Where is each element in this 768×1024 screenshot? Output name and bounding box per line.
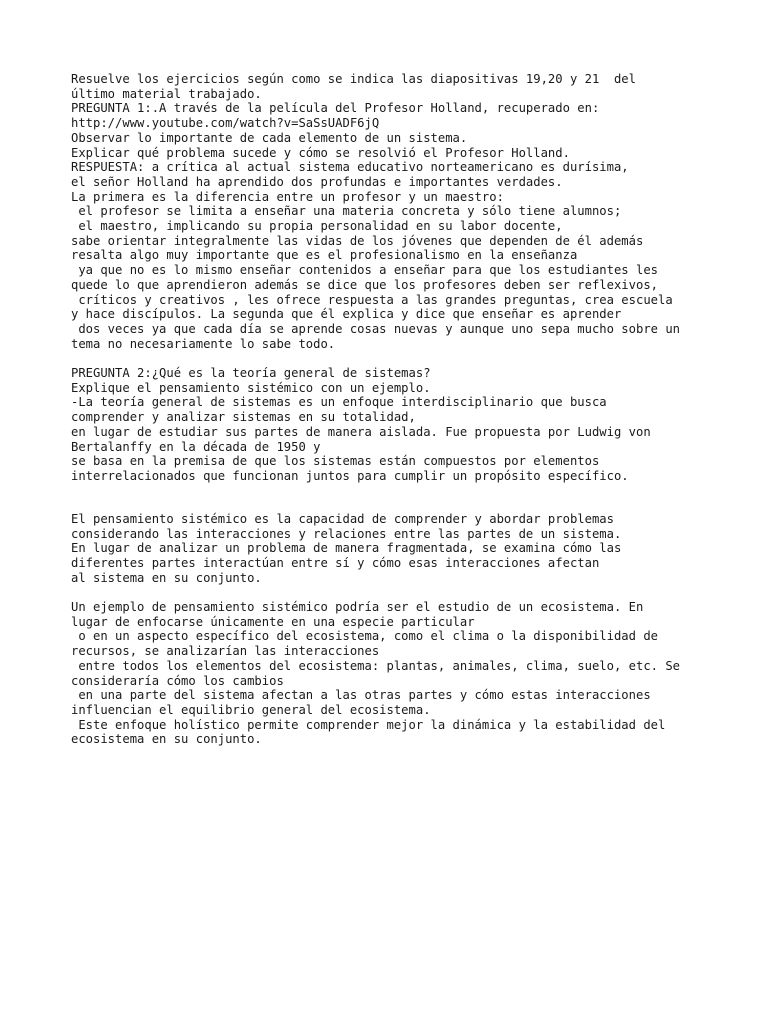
- text-line: lugar de enfocarse únicamente en una especie particular: [71, 614, 475, 629]
- text-line: En lugar de analizar un problema de manera fragmentada, se examina cómo las: [71, 541, 622, 556]
- paragraph-ejemplo-ecosistema: [71, 600, 680, 747]
- text-line: el maestro, implicando su propia personalidad en su labor docente,: [71, 219, 563, 234]
- paragraph-pensamiento-sistemico: [71, 512, 621, 586]
- text-line: Resuelve los ejercicios según como se indica las diapositivas 19,20 y 21 del: [71, 72, 636, 86]
- text-line: recursos, se analizarían las interacciones: [71, 644, 380, 659]
- text-line: Bertalanffy en la década de 1950 y: [71, 439, 321, 454]
- text-line: -La teoría general de sistemas es un enfoque interdisciplinario que busca: [71, 395, 607, 410]
- text-line: resalta algo muy importante que es el profesionalismo en la enseñanza: [71, 248, 578, 263]
- text-line: http://www.youtube.com/watch?v=SaSsUADF6jQ: [71, 116, 380, 131]
- text-line: Explicar qué problema sucede y cómo se resolvió el Profesor Holland.: [71, 145, 570, 160]
- text-line: RESPUESTA: a crítica al actual sistema educativo norteamericano es durísima,: [71, 160, 629, 175]
- text-line: entre todos los elementos del ecosistema: plantas, animales, clima, suelo, etc. Se: [71, 658, 681, 673]
- paragraph-pregunta-1: [71, 72, 680, 351]
- text-line: Explique el pensamiento sistémico con un ejemplo.: [71, 380, 431, 395]
- text-line: dos veces ya que cada día se aprende cosas nuevas y aunque uno sepa mucho sobre un: [71, 321, 681, 336]
- text-line: considerando las interacciones y relaciones entre las partes de un sistema.: [71, 526, 622, 541]
- text-line: se basa en la premisa de que los sistemas están compuestos por elementos: [71, 454, 600, 469]
- text-line: y hace discípulos. La segunda que él explica y dice que enseñar es aprender: [71, 307, 622, 322]
- text-line: PREGUNTA 1:.A través de la película del Profesor Holland, recuperado en:: [71, 101, 600, 116]
- text-line: o en un aspecto específico del ecosistema, como el clima o la disponibilidad de: [71, 629, 658, 644]
- text-line: Observar lo importante de cada elemento de un sistema.: [71, 130, 468, 145]
- text-line: en lugar de estudiar sus partes de manera aislada. Fue propuesta por Ludwig von: [71, 424, 651, 439]
- text-line: críticos y creativos , les ofrece respuesta a las grandes preguntas, crea escuela: [71, 292, 673, 307]
- text-line: PREGUNTA 2:¿Qué es la teoría general de sistemas?: [71, 366, 431, 380]
- text-line: ecosistema en su conjunto.: [71, 732, 262, 747]
- text-line: diferentes partes interactúan entre sí y cómo esas interacciones afectan: [71, 556, 600, 571]
- text-line: Un ejemplo de pensamiento sistémico podría ser el estudio de un ecosistema. En: [71, 600, 644, 614]
- text-line: El pensamiento sistémico es la capacidad de comprender y abordar problemas: [71, 512, 614, 526]
- text-line: Este enfoque holístico permite comprender mejor la dinámica y la estabilidad del: [71, 717, 666, 732]
- text-line: último material trabajado.: [71, 86, 262, 101]
- text-line: quede lo que aprendieron además se dice que los profesores deben ser reflexivos,: [71, 277, 658, 292]
- text-line: sabe orientar integralmente las vidas de los jóvenes que dependen de él además: [71, 233, 644, 248]
- text-line: La primera es la diferencia entre un profesor y un maestro:: [71, 189, 504, 204]
- text-line: interrelacionados que funcionan juntos para cumplir un propósito específico.: [71, 468, 629, 483]
- text-line: ya que no es lo mismo enseñar contenidos a enseñar para que los estudiantes les: [71, 263, 658, 278]
- text-line: el señor Holland ha aprendido dos profundas e importantes verdades.: [71, 174, 563, 189]
- text-line: comprender y analizar sistemas en su totalidad,: [71, 410, 416, 425]
- text-line: el profesor se limita a enseñar una materia concreta y sólo tiene alumnos;: [71, 204, 622, 219]
- text-line: influencian el equilibrio general del ecosistema.: [71, 702, 431, 717]
- text-line: consideraría cómo los cambios: [71, 673, 284, 688]
- text-line: al sistema en su conjunto.: [71, 570, 262, 585]
- paragraph-pregunta-2: [71, 366, 651, 484]
- text-line: tema no necesariamente lo sabe todo.: [71, 336, 336, 351]
- text-line: en una parte del sistema afectan a las otras partes y cómo estas interacciones: [71, 688, 651, 703]
